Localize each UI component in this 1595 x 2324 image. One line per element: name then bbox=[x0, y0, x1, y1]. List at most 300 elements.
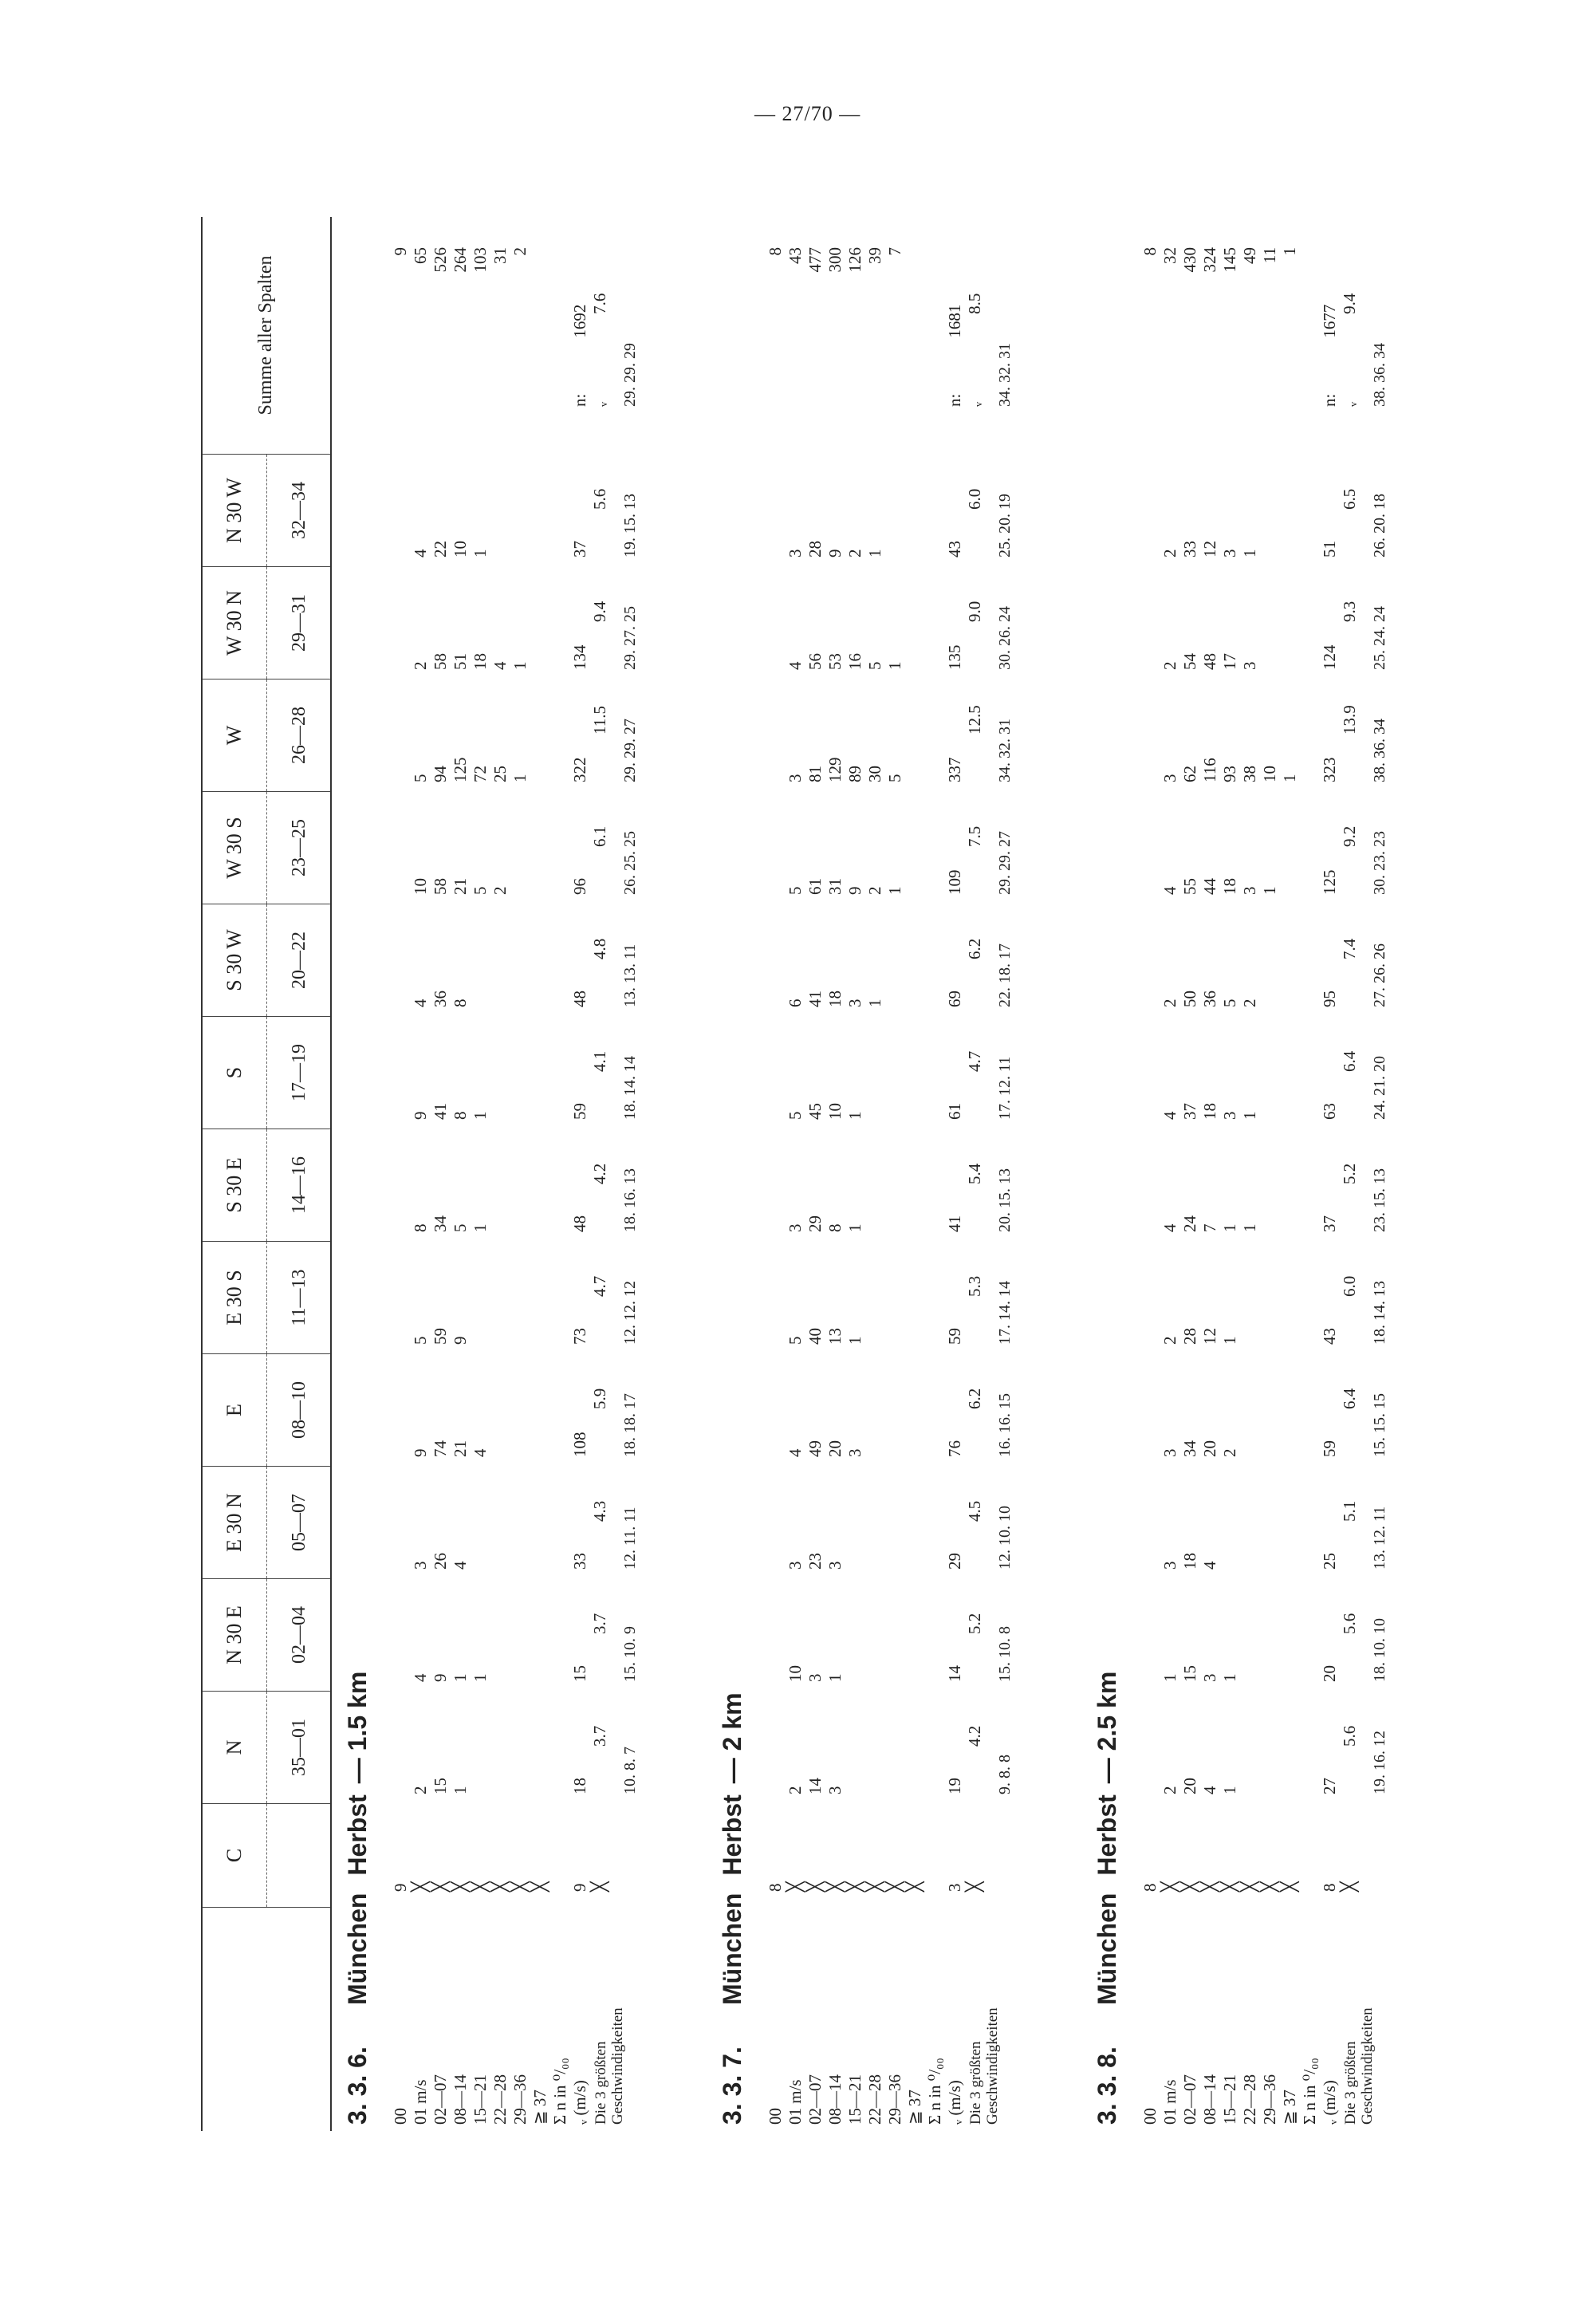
calm-cross-mark: ╳ bbox=[1160, 1881, 1180, 1892]
count-cell: 9 bbox=[845, 886, 864, 895]
count-cell bbox=[530, 455, 550, 557]
header-direction-sector: 08—10 bbox=[266, 1354, 331, 1466]
direction-column bbox=[766, 1579, 1094, 1682]
count-cell: 28 bbox=[1180, 1328, 1199, 1345]
header-direction-name: N 30 E bbox=[223, 1605, 246, 1664]
count-cell: 5 bbox=[471, 886, 490, 895]
column-n: 124 bbox=[1320, 644, 1339, 670]
count-cell: 24 bbox=[1180, 1215, 1199, 1232]
direction-column bbox=[391, 1692, 719, 1794]
sum-count-cell: 126 bbox=[845, 247, 864, 273]
calm-cross-mark: ╳ bbox=[490, 1881, 510, 1892]
count-cell bbox=[1260, 1467, 1280, 1570]
calm-row-spacer bbox=[1140, 679, 1160, 782]
section-season: Herbst bbox=[1093, 1794, 1121, 1876]
row-label-greatest-line1: Die 3 größten bbox=[593, 2041, 609, 2125]
calm-row-spacer bbox=[766, 792, 786, 895]
calm-row-spacer bbox=[1140, 1242, 1160, 1345]
count-cell: 1 bbox=[1220, 1786, 1239, 1794]
count-cell: 1 bbox=[1160, 1673, 1180, 1682]
count-cell bbox=[905, 1129, 925, 1232]
row-label-greatest-line2: Geschwindigkeiten bbox=[1359, 2007, 1376, 2125]
column-n: 59 bbox=[945, 1328, 964, 1345]
count-cell bbox=[865, 1242, 885, 1345]
column-n: 27 bbox=[1320, 1778, 1339, 1794]
count-cell bbox=[1260, 455, 1280, 557]
calm-row-spacer bbox=[766, 1579, 786, 1682]
header-direction-s-30-e bbox=[203, 1129, 330, 1242]
count-cell bbox=[530, 1467, 550, 1570]
count-cell bbox=[490, 1354, 510, 1457]
count-cell bbox=[885, 1017, 905, 1120]
calm-column bbox=[766, 1804, 1094, 1892]
count-cell: 31 bbox=[825, 878, 845, 895]
count-cell bbox=[490, 1129, 510, 1232]
count-cell bbox=[1260, 1017, 1280, 1120]
column-n: 43 bbox=[1320, 1328, 1339, 1345]
count-cell: 9 bbox=[431, 1673, 450, 1682]
column-mean-speed: 7.4 bbox=[1340, 938, 1359, 959]
calm-row-spacer bbox=[391, 904, 411, 1007]
calm-n: 8 bbox=[1320, 1883, 1339, 1892]
count-cell: 4 bbox=[1160, 1111, 1180, 1120]
calm-column bbox=[391, 1804, 719, 1892]
speed-class-label: 08—14 bbox=[1200, 2074, 1219, 2125]
speed-class-label: 22—28 bbox=[490, 2074, 510, 2125]
count-cell: 10 bbox=[786, 1665, 805, 1682]
column-mean-speed: 9.0 bbox=[965, 601, 984, 622]
column-greatest-speeds: 15. 10. 8 bbox=[996, 1626, 1014, 1682]
column-greatest-speeds: 27. 26. 26 bbox=[1371, 943, 1388, 1007]
column-mean-speed: 5.2 bbox=[1340, 1163, 1359, 1184]
count-cell: 3 bbox=[805, 1673, 825, 1682]
count-cell: 3 bbox=[1240, 886, 1259, 895]
speed-class-label: 00 bbox=[766, 2108, 785, 2125]
count-cell bbox=[1220, 1467, 1240, 1570]
section-season: Herbst bbox=[718, 1794, 746, 1876]
header-corner-cell bbox=[203, 1908, 330, 2131]
column-greatest-speeds: 12. 10. 10 bbox=[996, 1506, 1014, 1570]
column-mean-speed: 6.2 bbox=[965, 938, 984, 959]
count-cell: 5 bbox=[1220, 999, 1239, 1007]
count-cell: 3 bbox=[1200, 1673, 1219, 1682]
count-cell: 3 bbox=[1160, 774, 1180, 782]
sum-v-row bbox=[590, 293, 610, 407]
count-cell: 14 bbox=[805, 1778, 825, 1794]
direction-column bbox=[391, 1242, 719, 1345]
calm-row-spacer bbox=[1140, 455, 1160, 557]
count-cell: 20 bbox=[1180, 1778, 1199, 1794]
count-cell bbox=[905, 904, 925, 1007]
count-cell bbox=[865, 1017, 885, 1120]
column-n: 20 bbox=[1320, 1665, 1339, 1682]
count-cell: 10 bbox=[825, 1103, 845, 1120]
calm-v-cross: ╳ bbox=[590, 1881, 609, 1892]
count-cell bbox=[1280, 1017, 1300, 1120]
count-cell bbox=[510, 1129, 530, 1232]
sum-v-prefix: ᵥ bbox=[590, 401, 609, 407]
column-mean-speed: 3.7 bbox=[590, 1613, 609, 1634]
row-label-v: ᵥ (m/s) bbox=[945, 2080, 964, 2125]
sum-greatest-speeds: 29. 29. 29 bbox=[621, 343, 639, 407]
direction-column bbox=[1140, 679, 1469, 782]
count-cell: 18 bbox=[471, 653, 490, 670]
count-cell bbox=[905, 567, 925, 670]
column-greatest-speeds: 9. 8. 8 bbox=[996, 1755, 1014, 1794]
sum-column bbox=[391, 225, 719, 407]
speed-class-label: 02—07 bbox=[431, 2074, 450, 2125]
count-cell bbox=[530, 1354, 550, 1457]
speed-class-label: 15—21 bbox=[1220, 2074, 1239, 2125]
column-n: 96 bbox=[570, 878, 589, 895]
column-n: 41 bbox=[945, 1215, 964, 1232]
column-n: 59 bbox=[1320, 1440, 1339, 1457]
column-greatest-speeds: 15. 10. 9 bbox=[621, 1626, 639, 1682]
section-height: — 2 km bbox=[718, 1692, 746, 1784]
count-cell: 1 bbox=[1220, 1673, 1239, 1682]
count-cell bbox=[865, 1129, 885, 1232]
column-mean-speed: 6.2 bbox=[965, 1388, 984, 1409]
column-greatest-speeds: 38. 36. 34 bbox=[1371, 719, 1388, 782]
sum-count-cell: 8 bbox=[1140, 247, 1160, 256]
count-cell: 2 bbox=[411, 1786, 430, 1794]
count-cell bbox=[1280, 1692, 1300, 1794]
column-mean-speed: 5.6 bbox=[590, 488, 609, 510]
sum-count-cell: 300 bbox=[825, 247, 845, 273]
count-cell bbox=[490, 455, 510, 557]
header-direction-name: W 30 N bbox=[223, 590, 246, 656]
sum-n-prefix: n: bbox=[570, 393, 589, 407]
column-greatest-speeds: 23. 15. 13 bbox=[1371, 1168, 1388, 1232]
calm-row-spacer bbox=[391, 455, 411, 557]
column-mean-speed: 5.6 bbox=[1340, 1613, 1359, 1634]
count-cell: 1 bbox=[885, 886, 904, 895]
calm-cross-mark: ╳ bbox=[805, 1881, 825, 1892]
count-cell: 1 bbox=[885, 661, 904, 670]
column-greatest-speeds: 12. 12. 12 bbox=[621, 1281, 639, 1345]
calm-row-spacer bbox=[766, 567, 786, 670]
column-mean-speed: 4.2 bbox=[965, 1725, 984, 1747]
count-cell bbox=[490, 904, 510, 1007]
count-cell bbox=[530, 792, 550, 895]
sum-count-cell: 477 bbox=[805, 247, 825, 273]
direction-column bbox=[1140, 1242, 1469, 1345]
count-cell: 34 bbox=[1180, 1440, 1199, 1457]
count-cell: 5 bbox=[411, 1336, 430, 1345]
count-cell: 1 bbox=[471, 1673, 490, 1682]
sum-n-row bbox=[570, 305, 590, 407]
column-mean-speed: 4.7 bbox=[590, 1275, 609, 1297]
calm-row-spacer bbox=[391, 1129, 411, 1232]
count-cell bbox=[1260, 1129, 1280, 1232]
column-greatest-speeds: 18. 14. 13 bbox=[1371, 1281, 1388, 1345]
sum-count-cell: 8 bbox=[766, 247, 785, 256]
speed-class-label: 01 m/s bbox=[411, 2079, 430, 2125]
calm-row-spacer bbox=[391, 567, 411, 670]
speed-class-label: 02—07 bbox=[805, 2074, 825, 2125]
calm-row-spacer bbox=[766, 1692, 786, 1794]
column-n: 51 bbox=[1320, 541, 1339, 557]
table-header bbox=[201, 217, 332, 2131]
count-cell bbox=[510, 1467, 530, 1570]
calm-cross-mark: ╳ bbox=[1200, 1881, 1219, 1892]
count-cell: 94 bbox=[431, 766, 450, 782]
section-number: 3. 3. 8. bbox=[1093, 2046, 1121, 2125]
column-mean-speed: 6.4 bbox=[1340, 1388, 1359, 1409]
count-cell: 1 bbox=[845, 1223, 864, 1232]
section-place: München bbox=[1093, 1893, 1121, 2005]
count-cell: 5 bbox=[885, 774, 904, 782]
direction-column bbox=[1140, 1467, 1469, 1570]
count-cell: 9 bbox=[411, 1111, 430, 1120]
column-greatest-speeds: 18. 16. 13 bbox=[621, 1168, 639, 1232]
count-cell: 1 bbox=[1240, 1223, 1259, 1232]
section-title bbox=[718, 1692, 756, 2125]
count-cell: 5 bbox=[786, 1111, 805, 1120]
count-cell: 40 bbox=[805, 1328, 825, 1345]
column-mean-speed: 5.6 bbox=[1340, 1725, 1359, 1747]
header-direction-n-30-e bbox=[203, 1579, 330, 1692]
count-cell bbox=[1280, 1579, 1300, 1682]
column-n: 37 bbox=[570, 541, 589, 557]
column-n: 73 bbox=[570, 1328, 589, 1345]
count-cell: 81 bbox=[805, 766, 825, 782]
count-cell: 2 bbox=[1160, 1786, 1180, 1794]
header-calm-empty bbox=[266, 1804, 331, 1907]
count-cell: 3 bbox=[825, 1786, 845, 1794]
calm-row-spacer bbox=[1140, 792, 1160, 895]
sum-column bbox=[766, 225, 1094, 407]
direction-column bbox=[1140, 567, 1469, 670]
count-cell: 58 bbox=[431, 878, 450, 895]
count-cell bbox=[905, 679, 925, 782]
count-cell: 21 bbox=[451, 1440, 470, 1457]
row-label-greatest bbox=[1340, 1908, 1380, 2125]
count-cell: 2 bbox=[1160, 1336, 1180, 1345]
count-cell: 4 bbox=[411, 1673, 430, 1682]
count-cell: 58 bbox=[431, 653, 450, 670]
column-greatest-speeds: 29. 29. 27 bbox=[621, 719, 639, 782]
column-n: 19 bbox=[945, 1778, 964, 1794]
direction-column bbox=[391, 1354, 719, 1457]
speed-class-label: ≧ 37 bbox=[1280, 2090, 1299, 2125]
table-section bbox=[711, 217, 1094, 2131]
count-cell: 2 bbox=[411, 661, 430, 670]
header-direction-name: S 30 E bbox=[223, 1157, 246, 1213]
count-cell bbox=[905, 455, 925, 557]
rotated-table-page bbox=[201, 217, 1429, 2131]
column-mean-speed: 6.0 bbox=[965, 488, 984, 510]
column-n: 25 bbox=[1320, 1553, 1339, 1570]
sum-count-cell: 2 bbox=[510, 247, 530, 256]
section-place: München bbox=[343, 1893, 372, 2005]
calm-row-spacer bbox=[391, 679, 411, 782]
column-n: 14 bbox=[945, 1665, 964, 1682]
direction-column bbox=[391, 1129, 719, 1232]
count-cell: 12 bbox=[1200, 1328, 1219, 1345]
count-cell bbox=[530, 1692, 550, 1794]
count-cell: 4 bbox=[786, 1448, 805, 1457]
section-season: Herbst bbox=[343, 1794, 372, 1876]
count-cell: 3 bbox=[1220, 1111, 1239, 1120]
count-cell bbox=[510, 1354, 530, 1457]
count-cell bbox=[530, 1129, 550, 1232]
count-cell bbox=[885, 1467, 905, 1570]
column-greatest-speeds: 25. 24. 24 bbox=[1371, 606, 1388, 670]
count-cell bbox=[1240, 1242, 1260, 1345]
count-cell: 3 bbox=[1240, 661, 1259, 670]
count-cell: 3 bbox=[1220, 549, 1239, 557]
calm-cross-mark: ╳ bbox=[885, 1881, 904, 1892]
count-cell: 5 bbox=[411, 774, 430, 782]
count-cell: 1 bbox=[825, 1673, 845, 1682]
column-n: 322 bbox=[570, 757, 589, 782]
count-cell: 25 bbox=[490, 766, 510, 782]
calm-n: 9 bbox=[570, 1883, 589, 1892]
column-n: 37 bbox=[1320, 1215, 1339, 1232]
count-cell: 36 bbox=[431, 991, 450, 1007]
row-labels bbox=[766, 1908, 1005, 2125]
count-cell: 2 bbox=[1220, 1448, 1239, 1457]
calm-row-spacer bbox=[766, 904, 786, 1007]
count-cell: 3 bbox=[825, 1561, 845, 1570]
sum-count-cell: 103 bbox=[471, 247, 490, 273]
section-title bbox=[1093, 1672, 1131, 2125]
count-cell: 18 bbox=[1220, 878, 1239, 895]
header-direction-sector: 26—28 bbox=[266, 679, 331, 791]
direction-column bbox=[766, 1467, 1094, 1570]
count-cell: 18 bbox=[1180, 1553, 1199, 1570]
column-greatest-speeds: 29. 29. 27 bbox=[996, 831, 1014, 895]
row-label-greatest bbox=[965, 1908, 1005, 2125]
column-n: 69 bbox=[945, 991, 964, 1007]
count-cell: 1 bbox=[451, 1673, 470, 1682]
count-cell: 45 bbox=[805, 1103, 825, 1120]
header-direction-n bbox=[203, 1692, 330, 1804]
header-direction-sector: 11—13 bbox=[266, 1242, 331, 1353]
calm-cross-mark: ╳ bbox=[786, 1881, 805, 1892]
speed-class-label: 00 bbox=[391, 2108, 410, 2125]
calm-cross-mark: ╳ bbox=[411, 1881, 430, 1892]
calm-row-spacer bbox=[391, 1579, 411, 1682]
direction-column bbox=[1140, 1354, 1469, 1457]
count-cell: 4 bbox=[471, 1448, 490, 1457]
count-cell: 3 bbox=[786, 1561, 805, 1570]
header-direction-sector: 35—01 bbox=[266, 1692, 331, 1803]
header-direction-name: E 30 S bbox=[223, 1270, 246, 1325]
count-cell bbox=[530, 1017, 550, 1120]
count-cell: 4 bbox=[411, 549, 430, 557]
direction-column bbox=[1140, 1579, 1469, 1682]
column-greatest-speeds: 12. 11. 11 bbox=[621, 1507, 639, 1570]
count-cell bbox=[1280, 792, 1300, 895]
direction-column bbox=[766, 1017, 1094, 1120]
count-cell: 1 bbox=[510, 661, 530, 670]
count-cell: 89 bbox=[845, 766, 864, 782]
header-direction-sector: 32—34 bbox=[266, 455, 331, 566]
header-direction-name: E 30 N bbox=[223, 1493, 246, 1552]
column-greatest-speeds: 15. 15. 15 bbox=[1371, 1393, 1388, 1457]
calm-cross-mark: ╳ bbox=[510, 1881, 530, 1892]
direction-column bbox=[766, 1692, 1094, 1794]
count-cell: 1 bbox=[865, 999, 884, 1007]
count-cell bbox=[510, 904, 530, 1007]
calm-cross-mark: ╳ bbox=[1220, 1881, 1239, 1892]
header-direction-name: W bbox=[223, 725, 246, 746]
count-cell bbox=[1240, 1579, 1260, 1682]
count-cell: 5 bbox=[786, 886, 805, 895]
count-cell: 1 bbox=[1220, 1336, 1239, 1345]
column-greatest-speeds: 22. 18. 17 bbox=[996, 943, 1014, 1007]
speed-class-label: 02—07 bbox=[1180, 2074, 1199, 2125]
count-cell bbox=[1280, 1242, 1300, 1345]
count-cell bbox=[905, 1242, 925, 1345]
header-direction-sector: 05—07 bbox=[266, 1467, 331, 1578]
count-cell bbox=[510, 1017, 530, 1120]
calm-row-spacer bbox=[766, 455, 786, 557]
count-cell: 23 bbox=[805, 1553, 825, 1570]
row-label-v: ᵥ (m/s) bbox=[570, 2080, 589, 2125]
count-cell bbox=[905, 792, 925, 895]
count-cell bbox=[885, 1129, 905, 1232]
column-greatest-speeds: 26. 20. 18 bbox=[1371, 494, 1388, 557]
column-mean-speed: 13.9 bbox=[1340, 705, 1359, 735]
header-direction-e-30-n bbox=[203, 1467, 330, 1579]
count-cell: 1 bbox=[865, 549, 884, 557]
column-n: 323 bbox=[1320, 757, 1339, 782]
column-greatest-speeds: 19. 16. 12 bbox=[1371, 1731, 1388, 1794]
row-label-n: Σ n in ⁰/₀₀ bbox=[925, 2058, 944, 2125]
column-n: 76 bbox=[945, 1440, 964, 1457]
column-mean-speed: 5.9 bbox=[590, 1388, 609, 1409]
calm-cross-mark: ╳ bbox=[431, 1881, 450, 1892]
count-cell bbox=[905, 1017, 925, 1120]
sum-n-value: 1681 bbox=[945, 304, 964, 338]
header-direction-name: N 30 W bbox=[223, 478, 246, 543]
count-cell bbox=[885, 1242, 905, 1345]
column-greatest-speeds: 20. 15. 13 bbox=[996, 1168, 1014, 1232]
column-greatest-speeds: 24. 21. 20 bbox=[1371, 1056, 1388, 1120]
speed-class-label: 29—36 bbox=[885, 2074, 904, 2125]
count-cell: 4 bbox=[411, 999, 430, 1007]
header-direction-name: S bbox=[223, 1066, 246, 1079]
calm-row-spacer bbox=[1140, 1467, 1160, 1570]
header-direction-n-30-w bbox=[203, 455, 330, 567]
count-cell: 61 bbox=[805, 878, 825, 895]
sum-count-cell: 43 bbox=[786, 247, 805, 264]
sum-count-cell: 264 bbox=[451, 247, 470, 273]
sum-count-cell: 9 bbox=[391, 247, 410, 256]
column-n: 109 bbox=[945, 869, 964, 895]
speed-class-label: 29—36 bbox=[1260, 2074, 1279, 2125]
header-direction-e-30-s bbox=[203, 1242, 330, 1354]
count-cell bbox=[471, 1467, 490, 1570]
count-cell bbox=[490, 1242, 510, 1345]
count-cell bbox=[530, 567, 550, 670]
section-place: München bbox=[718, 1893, 746, 2005]
header-direction-sector: 14—16 bbox=[266, 1129, 331, 1241]
column-greatest-speeds: 30. 23. 23 bbox=[1371, 831, 1388, 895]
column-mean-speed: 7.5 bbox=[965, 825, 984, 847]
count-cell: 56 bbox=[805, 653, 825, 670]
calm-cross-mark: ╳ bbox=[471, 1881, 490, 1892]
speed-class-label: 00 bbox=[1140, 2108, 1160, 2125]
count-cell: 116 bbox=[1200, 758, 1219, 782]
calm-count: 8 bbox=[766, 1883, 785, 1892]
direction-column bbox=[391, 567, 719, 670]
row-label-v: ᵥ (m/s) bbox=[1320, 2080, 1339, 2125]
calm-row-spacer bbox=[766, 1242, 786, 1345]
